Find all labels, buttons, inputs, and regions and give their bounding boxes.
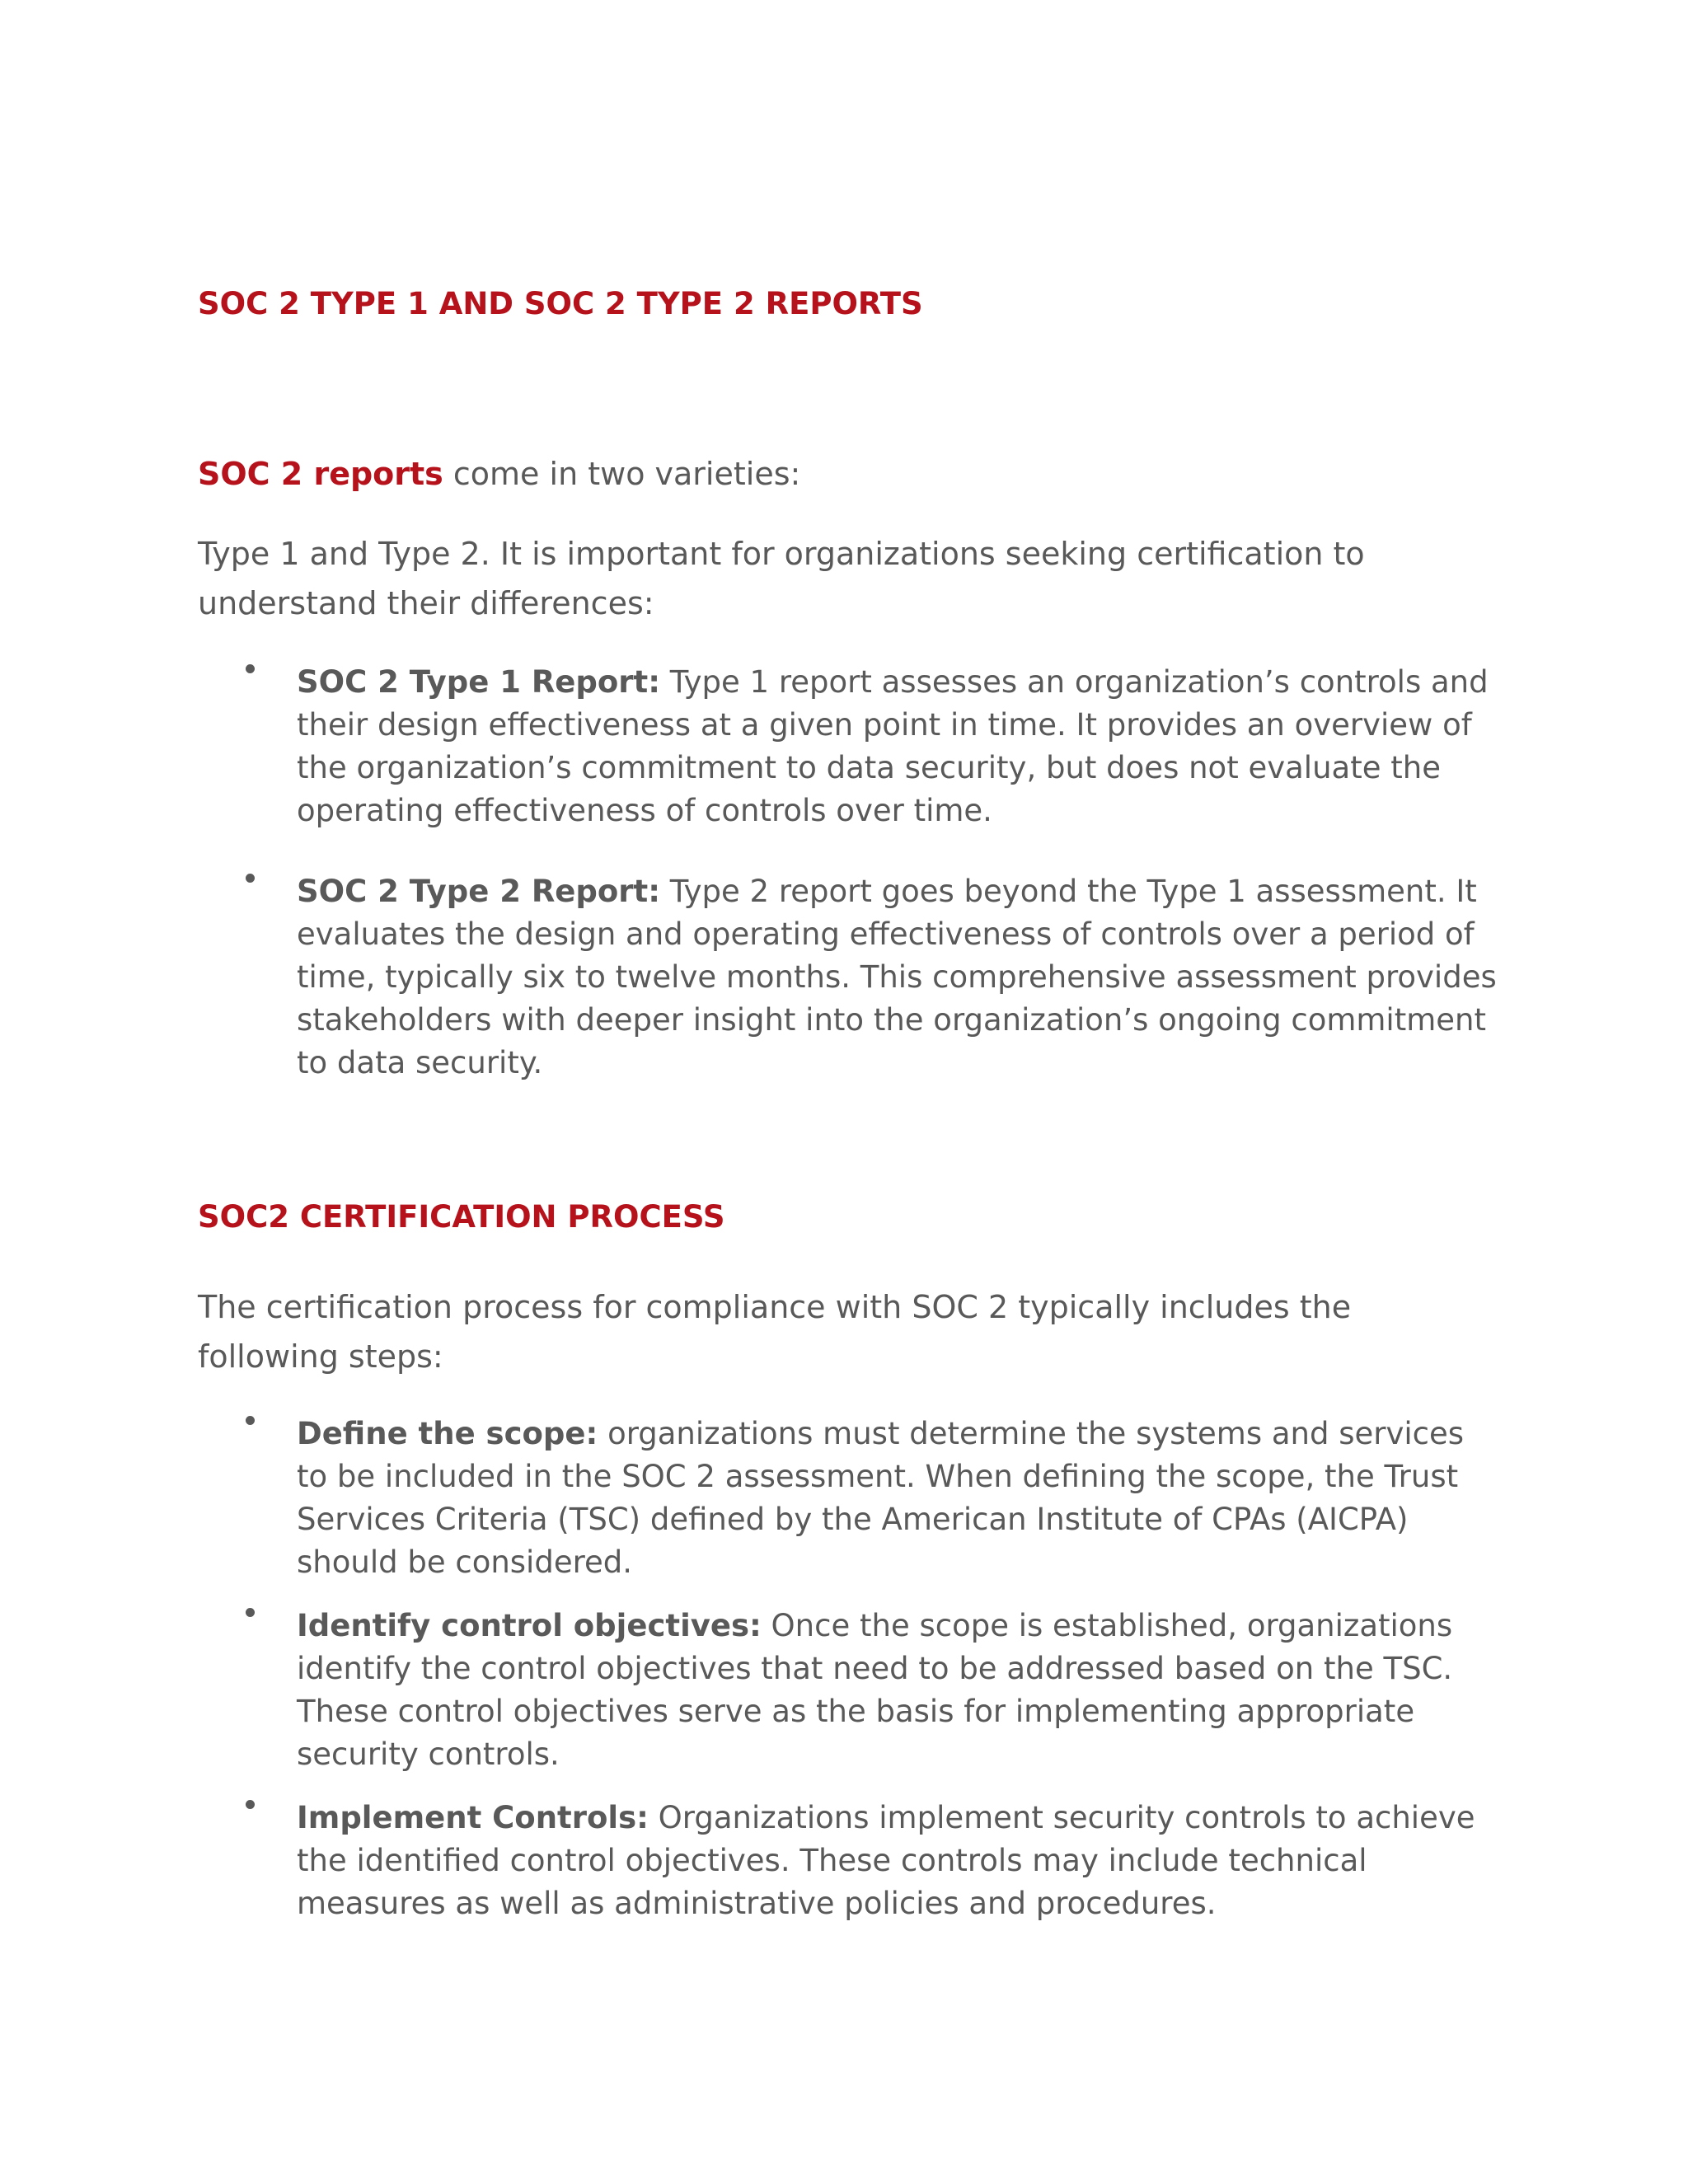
- bullet-term: Identify control objectives:: [297, 1608, 762, 1643]
- bullet-text: Organizations implement security controls to achieve the identified control objectives. These controls may include technical measures as well as administrative policies and procedures.: [297, 1800, 1475, 1921]
- intro-paragraph: [198, 449, 1484, 499]
- bullet-dot-icon: [246, 1800, 255, 1809]
- list-item: [0, 1797, 1500, 1925]
- report-types-list: [0, 661, 1500, 1085]
- bullet-dot-icon: [246, 1608, 255, 1617]
- bullet-term: SOC 2 Type 2 Report:: [297, 874, 661, 909]
- list-item: [0, 661, 1500, 832]
- types-paragraph: Type 1 and Type 2. It is important for organizations seeking certification to understand their differences:: [198, 536, 1365, 621]
- bullet-dot-icon: [246, 1416, 255, 1425]
- list-item: [0, 1605, 1500, 1776]
- bullet-text: Type 1 report assesses an organization’s controls and their design effectiveness at a given point in time. It provides an overview of the organization’s commitment to data security, but does not evaluate the operating effectiveness of controls over time.: [297, 664, 1489, 828]
- bullet-term: SOC 2 Type 1 Report:: [297, 664, 661, 700]
- bullet-term: Implement Controls:: [297, 1800, 649, 1835]
- process-paragraph: The certification process for compliance with SOC 2 typically includes the following steps:: [198, 1289, 1352, 1375]
- bullet-text: Type 2 report goes beyond the Type 1 assessment. It evaluates the design and operating effectiveness of controls over a period of time, typically six to twelve months. This comprehensive assessment provides stakeholders with deeper insight into the organization’s ongoing commitment to data security.: [297, 874, 1497, 1080]
- list-item: [0, 1413, 1500, 1584]
- intro-rest-text: come in two varieties:: [443, 456, 801, 492]
- bullet-text: Once the scope is established, organizations identify the control objectives that need to be addressed based on the TSC. These control objectives serve as the basis for implementing appropriate security controls.: [297, 1608, 1453, 1772]
- list-item: [0, 870, 1500, 1085]
- section-heading-soc2-reports: SOC 2 TYPE 1 AND SOC 2 TYPE 2 REPORTS: [198, 286, 923, 321]
- bullet-text: organizations must determine the systems and services to be included in the SOC 2 assessment. When defining the scope, the Trust Services Criteria (TSC) defined by the American Institute of CPAs (AICPA) should be considered.: [297, 1416, 1465, 1580]
- intro-bold-link-text: SOC 2 reports: [198, 456, 443, 492]
- bullet-term: Define the scope:: [297, 1416, 598, 1451]
- bullet-dot-icon: [246, 874, 255, 883]
- section-heading-certification-process: SOC2 CERTIFICATION PROCESS: [198, 1199, 725, 1235]
- process-steps-list: [0, 1413, 1500, 1925]
- bullet-dot-icon: [246, 664, 255, 673]
